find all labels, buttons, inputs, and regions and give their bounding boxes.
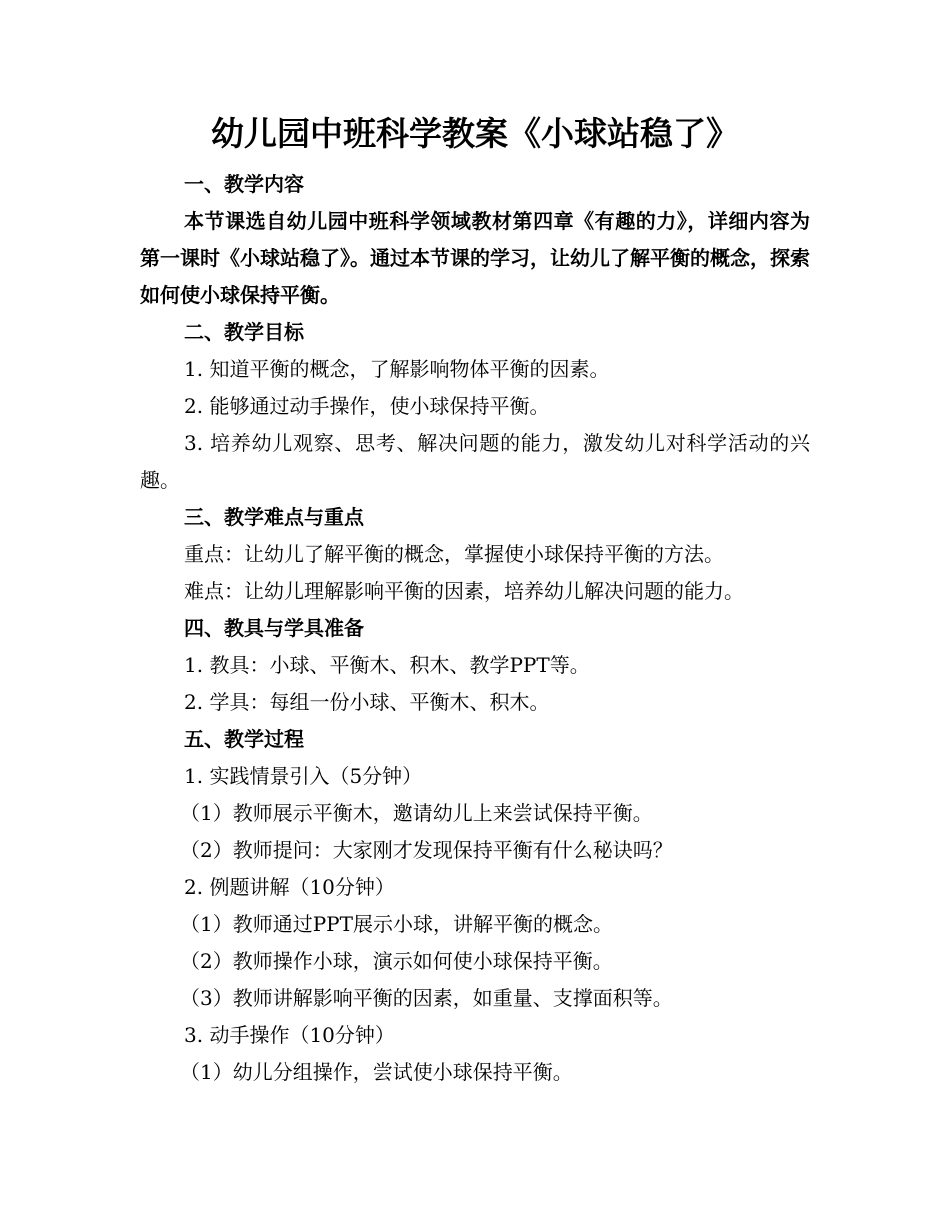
list-item: 2. 例题讲解（10分钟） bbox=[184, 875, 395, 899]
list-item: 3. 动手操作（10分钟） bbox=[184, 1023, 395, 1047]
list-item: 1. 教具：小球、平衡木、积木、教学PPT等。 bbox=[184, 653, 590, 677]
list-item: （2）教师操作小球，演示如何使小球保持平衡。 bbox=[180, 949, 613, 973]
list-item: （1）幼儿分组操作，尝试使小球保持平衡。 bbox=[180, 1060, 573, 1084]
document-title: 幼儿园中班科学教案《小球站稳了》 bbox=[211, 114, 739, 153]
list-item: 3. 培养幼儿观察、思考、解决问题的能力，激发幼儿对科学活动的兴趣。 bbox=[140, 431, 810, 492]
document-body bbox=[140, 166, 810, 1091]
list-item: （3）教师讲解影响平衡的因素，如重量、支撑面积等。 bbox=[180, 986, 673, 1010]
list-item: （1）教师通过PPT展示小球，讲解平衡的概念。 bbox=[180, 912, 613, 936]
list-item: 1. 实践情景引入（5分钟） bbox=[184, 764, 423, 788]
section-heading: 四、教具与学具准备 bbox=[184, 616, 364, 640]
section-heading: 五、教学过程 bbox=[184, 727, 304, 751]
list-item: 2. 学具：每组一份小球、平衡木、积木。 bbox=[184, 690, 550, 714]
list-item: 难点：让幼儿理解影响平衡的因素，培养幼儿解决问题的能力。 bbox=[184, 579, 744, 603]
section-heading: 一、教学内容 bbox=[184, 172, 304, 196]
section-paragraph: 本节课选自幼儿园中班科学领域教材第四章《有趣的力》，详细内容为第一课时《小球站稳了》。通过本节课的学习，让幼儿了解平衡的概念，探索如何使小球保持平衡。 bbox=[140, 209, 810, 307]
list-item: 2. 能够通过动手操作，使小球保持平衡。 bbox=[184, 394, 550, 418]
list-item: （1）教师展示平衡木，邀请幼儿上来尝试保持平衡。 bbox=[180, 801, 653, 825]
list-item: （2）教师提问：大家刚才发现保持平衡有什么秘诀吗？ bbox=[180, 838, 673, 862]
list-item: 重点：让幼儿了解平衡的概念，掌握使小球保持平衡的方法。 bbox=[184, 542, 724, 566]
section-heading: 二、教学目标 bbox=[184, 320, 304, 344]
section-heading: 三、教学难点与重点 bbox=[184, 505, 364, 529]
list-item: 1. 知道平衡的概念，了解影响物体平衡的因素。 bbox=[184, 357, 610, 381]
